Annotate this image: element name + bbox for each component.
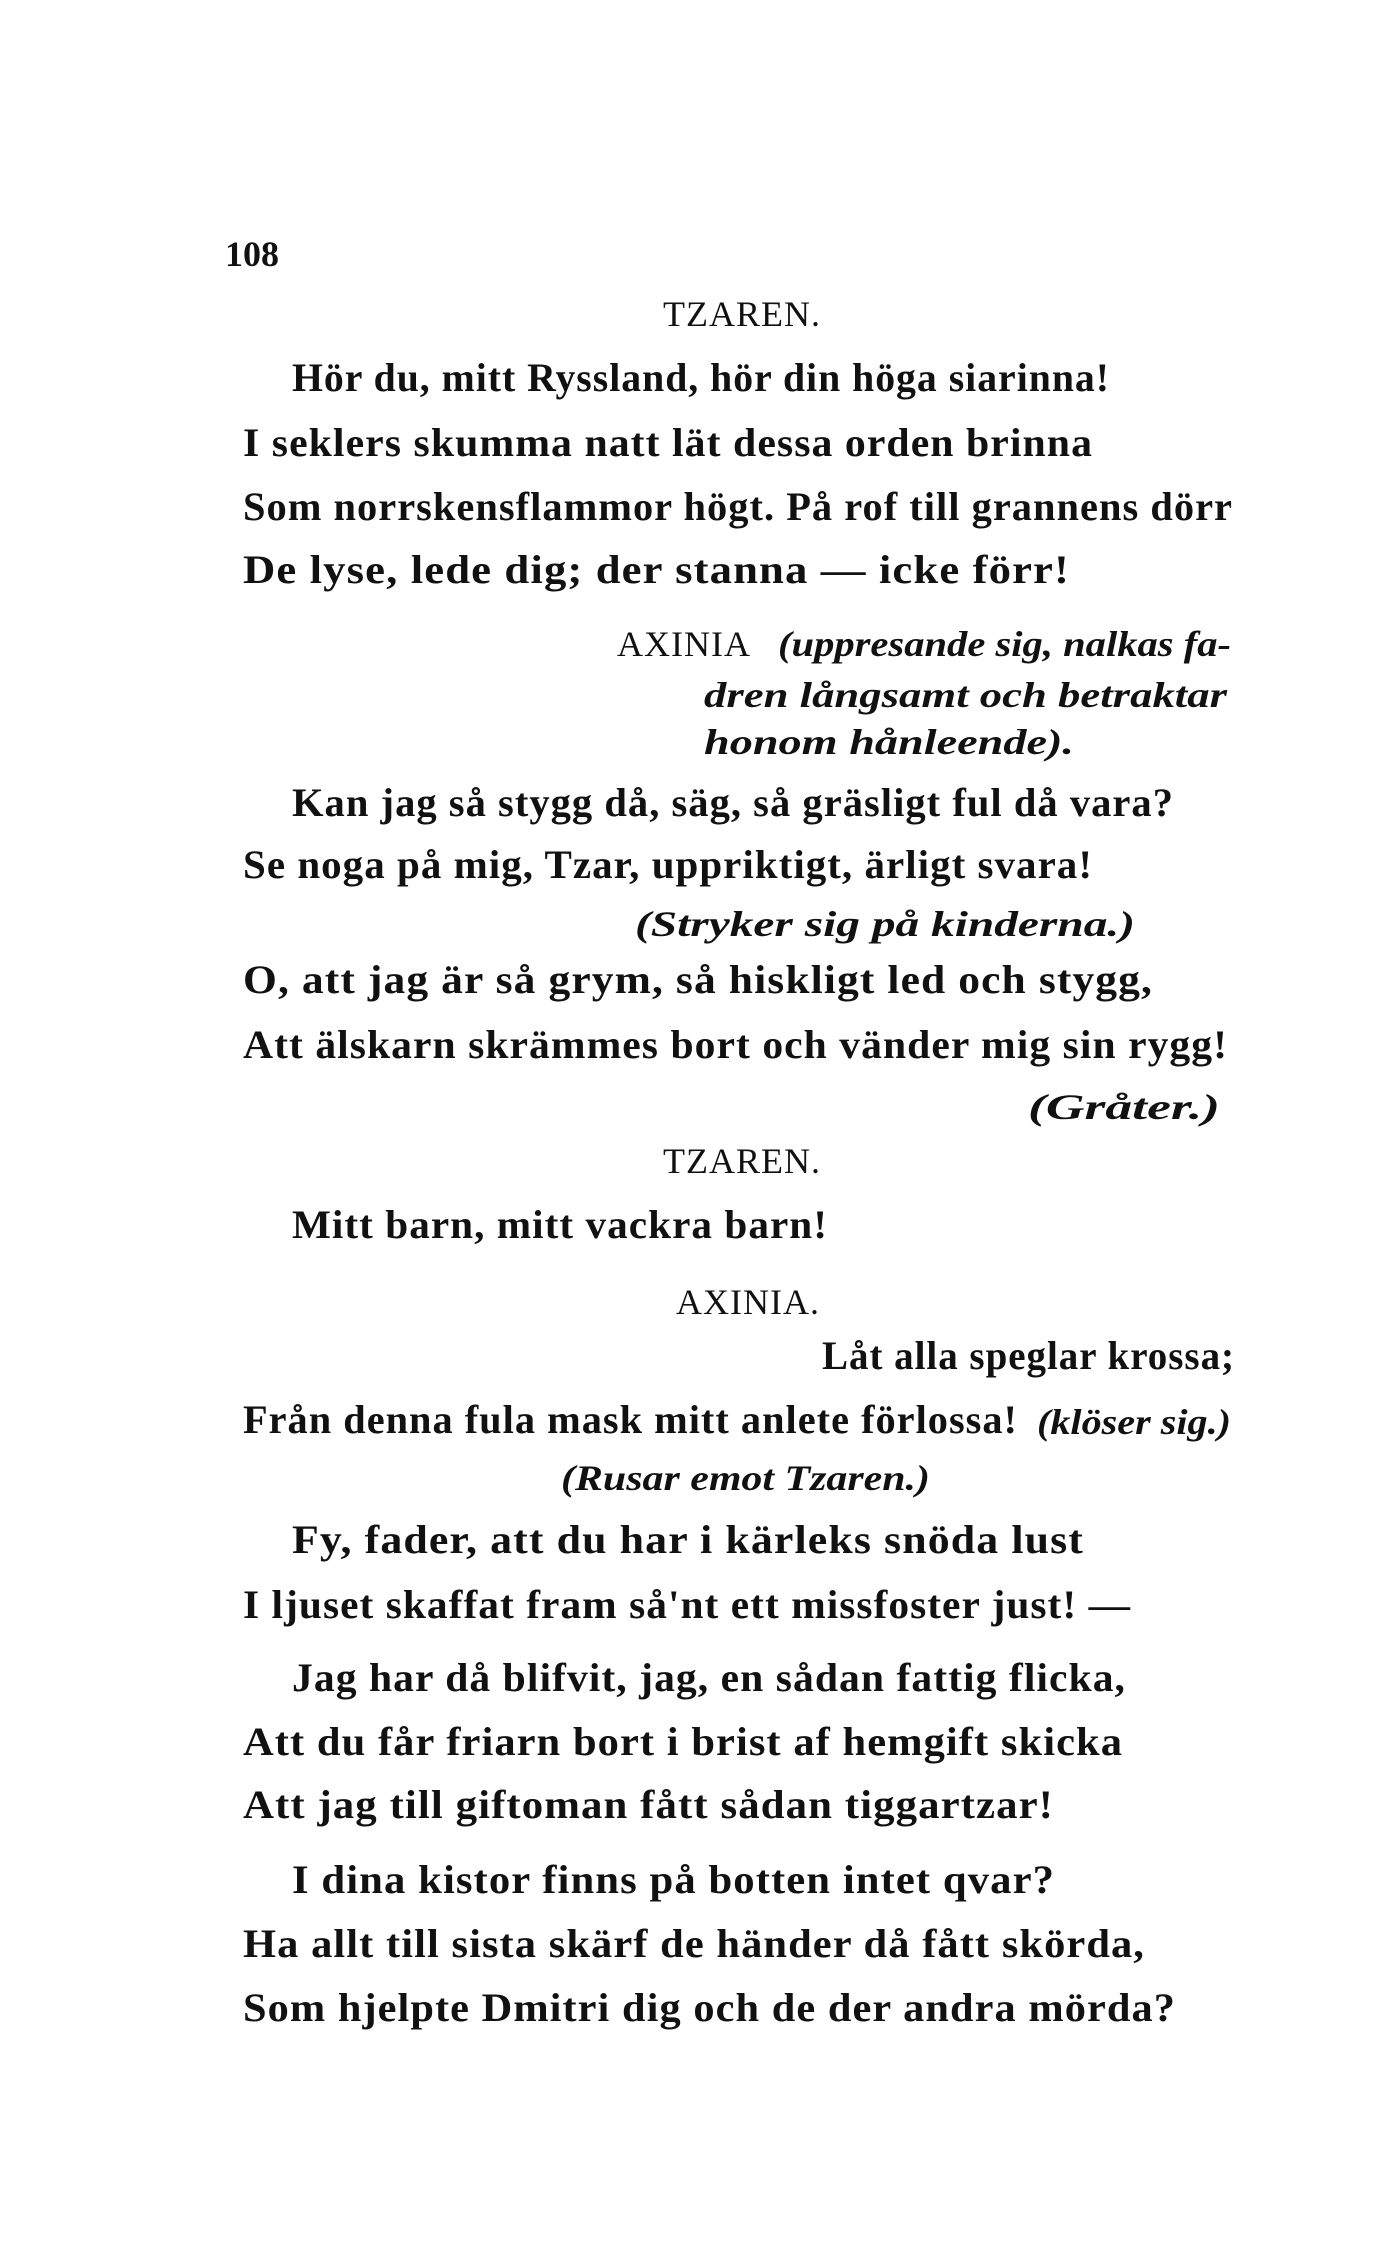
- speaker-heading-tzaren: TZAREN.: [663, 294, 821, 334]
- stage-direction: (Stryker sig på kinderna.): [635, 904, 1135, 944]
- verse-line: Hör du, mitt Ryssland, hör din höga siarinna!: [292, 355, 1110, 400]
- verse-line: Fy, fader, att du har i kärleks snöda lust: [292, 1517, 1084, 1562]
- verse-line: Att du får friarn bort i brist af hemgift skicka: [243, 1719, 1123, 1764]
- verse-line: I ljuset skaffat fram så'nt ett missfoster just! —: [243, 1582, 1131, 1627]
- verse-line: Som norrskensflammor högt. På rof till grannens dörr: [243, 484, 1233, 529]
- verse-line: Att älskarn skrämmes bort och vänder mig sin rygg!: [243, 1022, 1228, 1067]
- verse-line: O, att jag är så grym, så hiskligt led och stygg,: [243, 957, 1153, 1002]
- verse-line: Kan jag så stygg då, säg, så gräsligt ful då vara?: [292, 780, 1174, 825]
- stage-direction: (Rusar emot Tzaren.): [561, 1458, 930, 1498]
- stage-direction: (Gråter.): [1028, 1087, 1220, 1127]
- stage-direction: (uppresande sig, nalkas fa-: [778, 624, 1231, 664]
- stage-direction: dren långsamt och betraktar: [704, 675, 1227, 715]
- verse-line: Från denna fula mask mitt anlete förlossa!: [243, 1397, 1018, 1442]
- verse-line: Låt alla speglar krossa;: [822, 1333, 1235, 1378]
- verse-line: Ha allt till sista skärf de händer då fått skörda,: [243, 1921, 1145, 1966]
- verse-line: Som hjelpte Dmitri dig och de der andra mörda?: [243, 1985, 1176, 2030]
- verse-line: Se noga på mig, Tzar, uppriktigt, ärligt svara!: [243, 842, 1093, 887]
- speaker-heading-axinia: AXINIA.: [676, 1282, 820, 1322]
- page-number: 108: [225, 234, 279, 274]
- verse-line: I seklers skumma natt lät dessa orden brinna: [243, 420, 1093, 465]
- speaker-heading-tzaren: TZAREN.: [663, 1141, 821, 1181]
- stage-direction: (klöser sig.): [1037, 1402, 1231, 1442]
- stage-direction: honom hånleende).: [704, 722, 1074, 762]
- verse-line: Att jag till giftoman fått sådan tiggartzar!: [243, 1782, 1054, 1827]
- verse-line: I dina kistor finns på botten intet qvar?: [292, 1857, 1055, 1902]
- verse-line: De lyse, lede dig; der stanna — icke förr!: [243, 547, 1070, 592]
- verse-line: Jag har då blifvit, jag, en sådan fattig flicka,: [292, 1655, 1126, 1700]
- verse-line: Mitt barn, mitt vackra barn!: [292, 1202, 828, 1247]
- speaker-heading-axinia: AXINIA: [617, 624, 751, 664]
